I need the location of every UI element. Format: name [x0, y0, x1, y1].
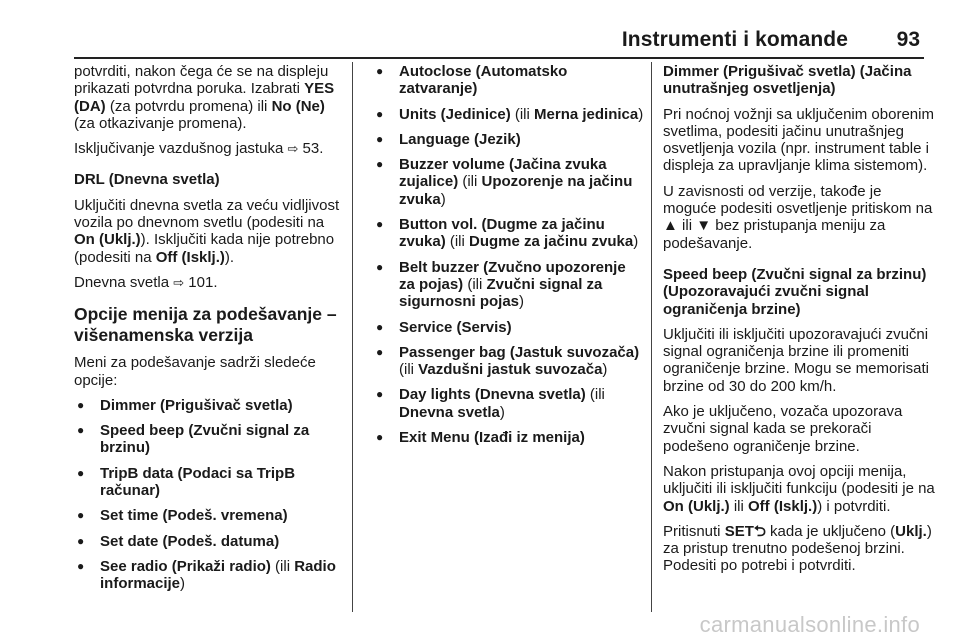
arrow-down-icon: ▼ [696, 217, 712, 235]
return-icon: ⮌ [753, 522, 766, 540]
paragraph-confirm: potvrditi, nakon čega će se na displeju prikazati potvrdna poruka. Izabrati YES (DA) (za potvrdu promena) ili No (Ne) (za otkazivanje promena). [74, 63, 335, 132]
paragraph-drl: Uključiti dnevna svetla za veću vidljivost vozila po dnevnom svetlu (podesiti na On (Uklj.)). Isključiti kada nije potrebno (podesiti na Off (Isklj.)). [74, 196, 340, 266]
drl-heading: DRL (Dnevna svetla) [74, 171, 220, 189]
paragraph-set-speed: Pritisnuti SET⮌ kada je uključeno (Uklj.) za pristup trenutno podešenoj brzini. Podesiti po potrebi i potvrditi. [663, 522, 932, 575]
list-item: ● Service (Servis) [373, 319, 645, 336]
list-item: ● Set time (Podeš. vremena) [74, 507, 346, 524]
page-reference-icon: ⇨ [173, 274, 185, 290]
paragraph-speed-menu: Nakon pristupanja ovoj opciji menija, uključiti ili isključiti funkciju (podesiti je na On (Uklj.) ili Off (Isklj.)) i potvrditi. [663, 462, 935, 515]
list-item: ● Speed beep (Zvučni signal za brzinu) [74, 422, 346, 457]
watermark: carmanualsonline.info [699, 612, 920, 637]
page-reference-icon: ⇨ [287, 141, 299, 157]
section-heading: Opcije menija za podešavanje – višenamenska verzija [74, 304, 337, 346]
list-item: ● Button vol. (Dugme za jačinu zvuka) (ili Dugme za jačinu zvuka) [373, 216, 645, 251]
column-divider-1 [352, 62, 353, 612]
column-1 [74, 63, 346, 601]
paragraph-daylights-ref: Dnevna svetla ⇨ 101. [74, 273, 218, 291]
list-item: ● Autoclose (Automatsko zatvaranje) [373, 63, 645, 98]
paragraph-airbag-ref: Isključivanje vazdušnog jastuka ⇨ 53. [74, 140, 324, 158]
page-number: 93 [896, 28, 920, 51]
column-3 [663, 63, 935, 583]
list-item: ● See radio (Prikaži radio) (ili Radio informacije) [74, 558, 346, 593]
paragraph-speed-warning: Ako je uključeno, vozača upozorava zvučni signal kada se prekorači podešeno ograničenje brzine. [663, 403, 903, 455]
menu-options-list-2 [373, 63, 645, 446]
list-item: ● Belt buzzer (Zvučno upozorenje za pojas) (ili Zvučni signal za sigurnosni pojas) [373, 259, 645, 311]
list-item: ● Set date (Podeš. datuma) [74, 533, 346, 550]
speed-beep-heading: Speed beep (Zvučni signal za brzinu) (Upozoravajući zvučni signal ograničenja brzine) [663, 265, 927, 318]
paragraph-menu-intro: Meni za podešavanje sadrži sledeće opcije: [74, 354, 316, 389]
list-item: ● Language (Jezik) [373, 131, 645, 148]
header-rule [74, 57, 924, 59]
paragraph-dimmer: Pri noćnoj vožnji sa uključenim oborenim svetlima, podesiti jačinu unutrašnjeg osvetljenja vozila (npr. instrument table i displeja za upravljanje klima sistemom). [663, 105, 934, 175]
column-2 [373, 63, 645, 454]
menu-options-list-1 [74, 397, 346, 593]
page-title: Instrumenti i komande [621, 28, 848, 51]
paragraph-speed-beep: Uključiti ili isključiti upozoravajući zvučni signal ograničenja brzine ili promeniti ograničenje brzine. Mogu se memorisati brzine od 30 do 200 km/h. [663, 325, 929, 395]
paragraph-dimmer-buttons: U zavisnosti od verzije, takođe je moguće podesiti osvetljenje pritiskom na ▲ ili ▼ bez pristupanja meniju za podešavanje. [663, 182, 933, 252]
list-item: ● Buzzer volume (Jačina zvuka zujalice) (ili Upozorenje na jačinu zvuka) [373, 156, 645, 208]
list-item: ● Dimmer (Prigušivač svetla) [74, 397, 346, 414]
dimmer-heading: Dimmer (Prigušivač svetla) (Jačina unutrašnjeg osvetljenja) [663, 63, 912, 98]
column-divider-2 [651, 62, 652, 612]
list-item: ● TripB data (Podaci sa TripB računar) [74, 465, 346, 500]
arrow-up-icon: ▲ [663, 217, 678, 235]
list-item: ● Day lights (Dnevna svetla) (ili Dnevna svetla) [373, 386, 645, 421]
list-item: ● Passenger bag (Jastuk suvozača) (ili Vazdušni jastuk suvozača) [373, 344, 645, 379]
list-item: ● Exit Menu (Izađi iz menija) [373, 429, 645, 446]
list-item: ● Units (Jedinice) (ili Merna jedinica) [373, 106, 645, 123]
